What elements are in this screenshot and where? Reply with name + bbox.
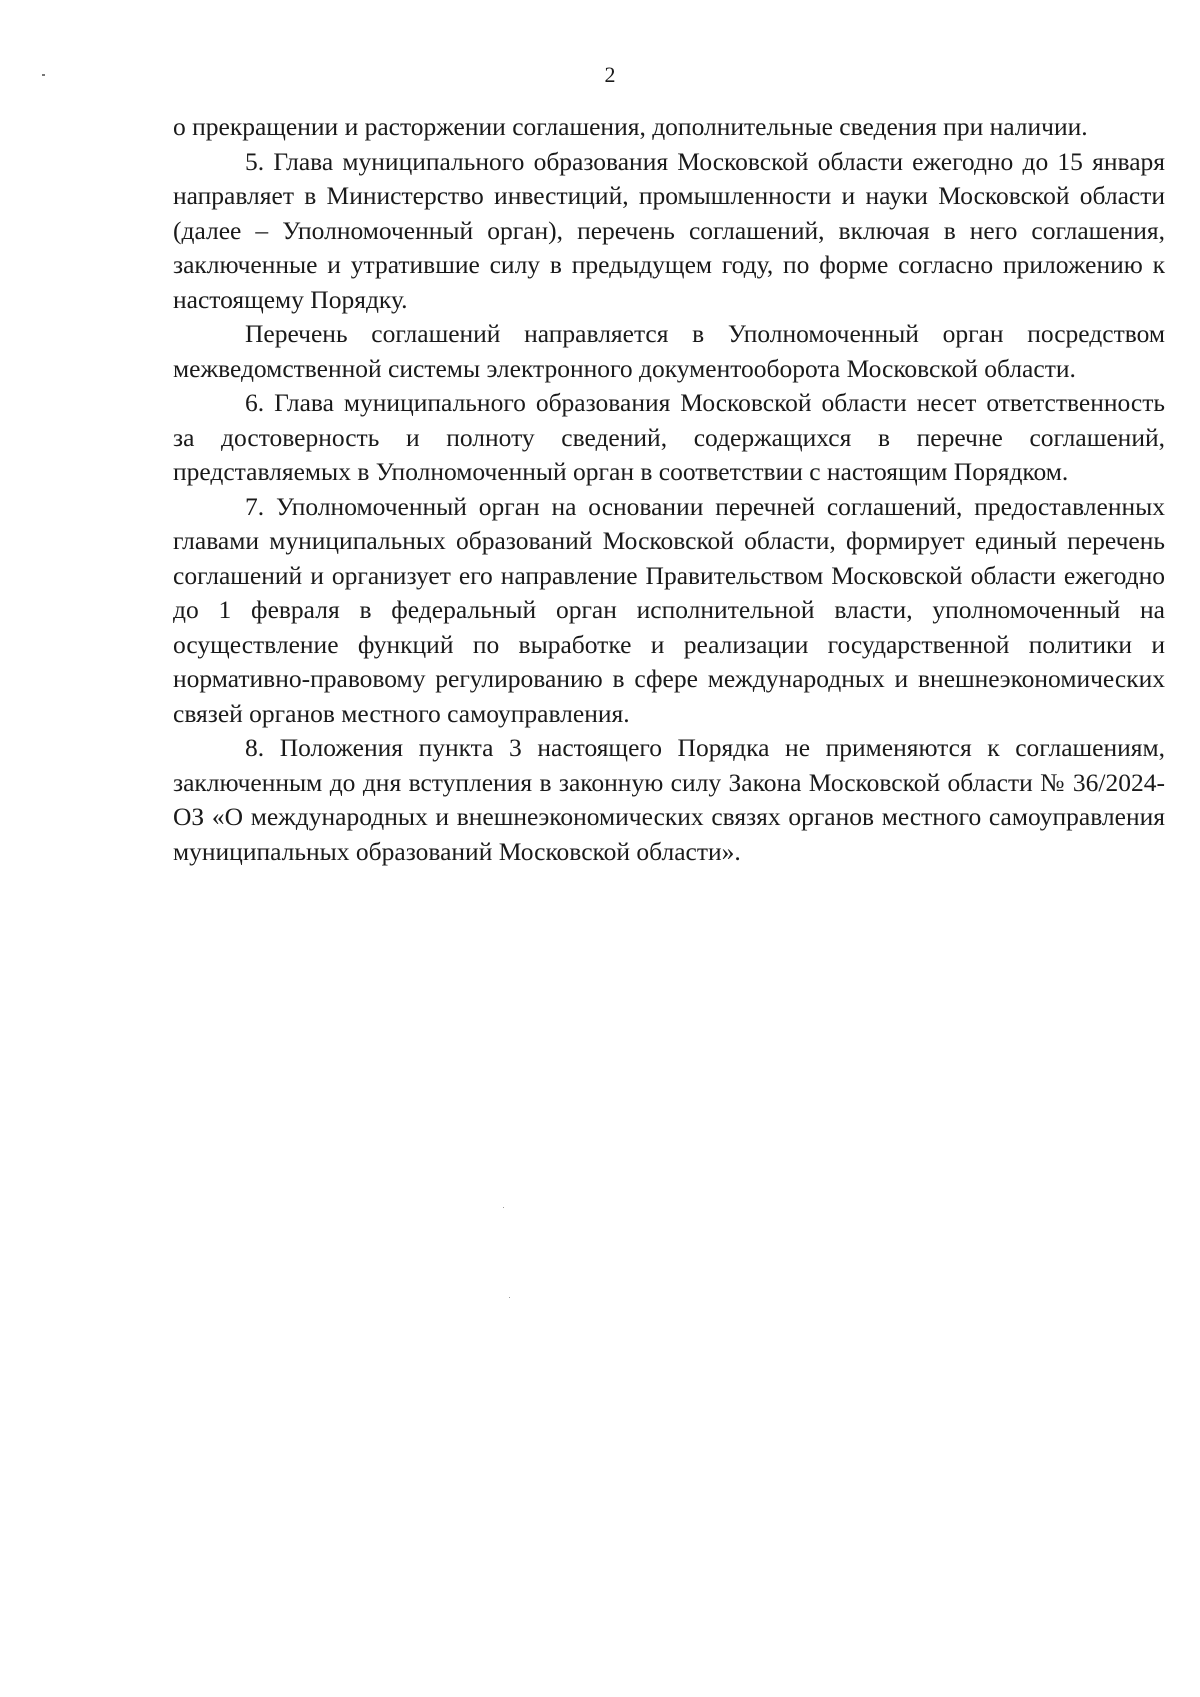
paragraph-item-5-list-delivery: Перечень соглашений направляется в Уполномоченный орган посредством межведомственной системы электронного документооборота Московской области. — [173, 319, 1165, 383]
paragraph-item-6: 6. Глава муниципального образования Московской области несет ответственность за достоверность и полноту сведений, содержащихся в перечне соглашений, представляемых в Уполномоченный орган в соответствии с настоящим Порядком. — [173, 388, 1165, 486]
paragraph-item-7: 7. Уполномоченный орган на основании перечней соглашений, предоставленных главами муниципальных образований Московской области, формирует единый перечень соглашений и организует его направление Правительством Московской области ежегодно до 1 февраля в федеральный орган исполнительной власти, уполномоченный на осуществление функций по выработке и реализации государственной политики и нормативно-правовому регулированию в сфере международных и внешнеэкономических связей органов местного самоуправления. — [173, 491, 1165, 728]
page-number: 2 — [604, 62, 616, 87]
paragraph-continuation: о прекращении и расторжении соглашения, дополнительные сведения при наличии. — [173, 112, 1088, 141]
scan-speck — [509, 1297, 510, 1298]
scan-speck — [503, 1207, 504, 1208]
document-body — [173, 110, 1165, 869]
paragraph-item-5: 5. Глава муниципального образования Московской области ежегодно до 15 января направляет в Министерство инвестиций, промышленности и науки Московской области (далее – Уполномоченный орган), перечень соглашений, включая в него соглашения, заключенные и утратившие силу в предыдущем году, по форме согласно приложению к настоящему Порядку. — [173, 146, 1165, 314]
paragraph-item-8: 8. Положения пункта 3 настоящего Порядка не применяются к соглашениям, заключенным до дня вступления в законную силу Закона Московской области № 36/2024-ОЗ «О международных и внешнеэкономических связях органов местного самоуправления муниципальных образований Московской области». — [173, 733, 1165, 866]
